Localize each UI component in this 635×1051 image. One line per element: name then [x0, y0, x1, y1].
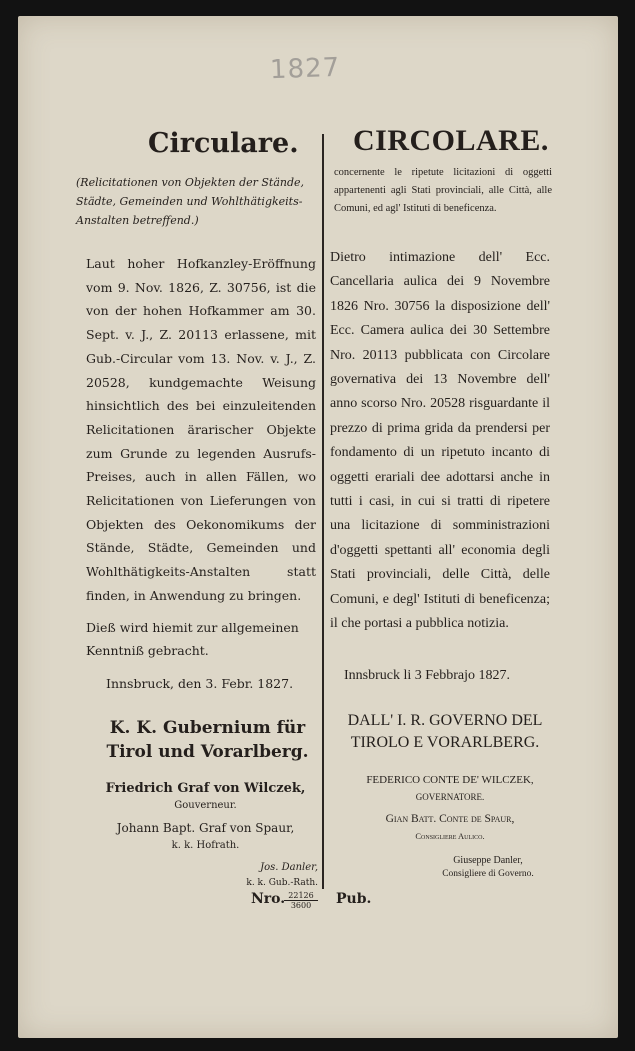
- number-fraction: [284, 891, 318, 910]
- italian-body: Dietro intimazione dell' Ecc. Cancellaria aulica dei 9 Novembre 1826 Nro. 30756 la disposizione dell' Ecc. Camera aulica dei 30 Settembre Nro. 20113 pubblicata con Circolare governativa dei 13 Novembre dell' anno scorso Nro. 20528 risguardante il prezzo di prima grida da prendersi per fondamento di un ripetuto incanto di oggetti erariali dee adottarsi anche in tutti i casi, in cui si tratti di ripetere una licitazione di somministrazioni d'oggetti spettanti all' economia degli Stati provinciali, delle Città, delle Comuni, e degl' Istituti di beneficenza; il che portasi a pubblica notizia.: [330, 250, 550, 632]
- italian-title: CIRCOLARE.: [353, 124, 549, 157]
- column-divider: [322, 134, 324, 889]
- italian-signatory-name: FEDERICO CONTE DE' WILCZEK,: [366, 774, 534, 786]
- italian-date: Innsbruck li 3 Febbrajo 1827.: [344, 668, 511, 683]
- italian-authority: DALL' I. R. GOVERNO DEL TIROLO E VORARLBERG.: [347, 712, 543, 751]
- german-signatory-title: k. k. Hofrath.: [171, 840, 240, 851]
- italian-signatory-title: Consigliere di Governo.: [442, 869, 534, 879]
- italian-signatory-name: Giuseppe Danler,: [453, 855, 523, 866]
- german-date: Innsbruck, den 3. Febr. 1827.: [106, 676, 294, 691]
- pencil-annotation: 1827: [269, 52, 341, 86]
- german-notice: Dieß wird hiemit zur allgemeinen Kenntniß gebracht.: [86, 620, 299, 658]
- fraction-numerator: 22126: [284, 891, 318, 901]
- document-page: [18, 16, 618, 1038]
- german-signatory-name: Johann Bapt. Graf von Spaur,: [116, 821, 295, 835]
- german-signatory-title: Gouverneur.: [174, 800, 237, 811]
- number-label: Nro.: [251, 891, 286, 907]
- publication-label: Pub.: [336, 891, 372, 907]
- italian-signatory-title: GOVERNATORE.: [415, 792, 485, 802]
- german-signatory-name: Friedrich Graf von Wilczek,: [105, 781, 306, 796]
- fraction-denominator: 3600: [290, 901, 312, 910]
- german-subtitle: (Relicitationen von Objekten der Stände, Städte, Gemeinden und Wohlthätigkeits-Anstalten betreffend.): [76, 176, 305, 227]
- german-signatory-name: Jos. Danler,: [260, 862, 318, 873]
- italian-signatory-name: Gian Batt. Conte de Spaur,: [385, 813, 515, 825]
- german-signatory-title: k. k. Gub.-Rath.: [246, 878, 318, 888]
- german-body: Laut hoher Hofkanzley-Eröffnung vom 9. Nov. 1826, Z. 30756, ist die von der hohen Hofkammer am 30. Sept. v. J., Z. 20113 erlassene, mit Gub.-Circular vom 13. Nov. v. J., Z. 20528, kundgemachte Weisung hinsichtlich des bei einzuleitenden Relicitationen ärarischer Objekte zum Grunde zu legenden Ausrufs-Preises, auch in allen Fällen, wo Relicitationen von Lieferungen von Objekten des Oekonomikums der Stände, Städte, Gemeinden und Wohlthätigkeits-Anstalten statt finden, in Anwendung zu bringen.: [86, 256, 316, 603]
- german-authority: K. K. Gubernium für Tirol und Vorarlberg.: [106, 718, 309, 762]
- german-title: Circulare.: [148, 128, 299, 159]
- italian-signatory-title: Consigliere Aulico.: [415, 831, 485, 841]
- italian-subtitle: concernente le ripetute licitazioni di oggetti appartenenti agli Stati provinciali, alle Città, alle Comuni, ed agl' Istituti di beneficenza.: [334, 167, 552, 214]
